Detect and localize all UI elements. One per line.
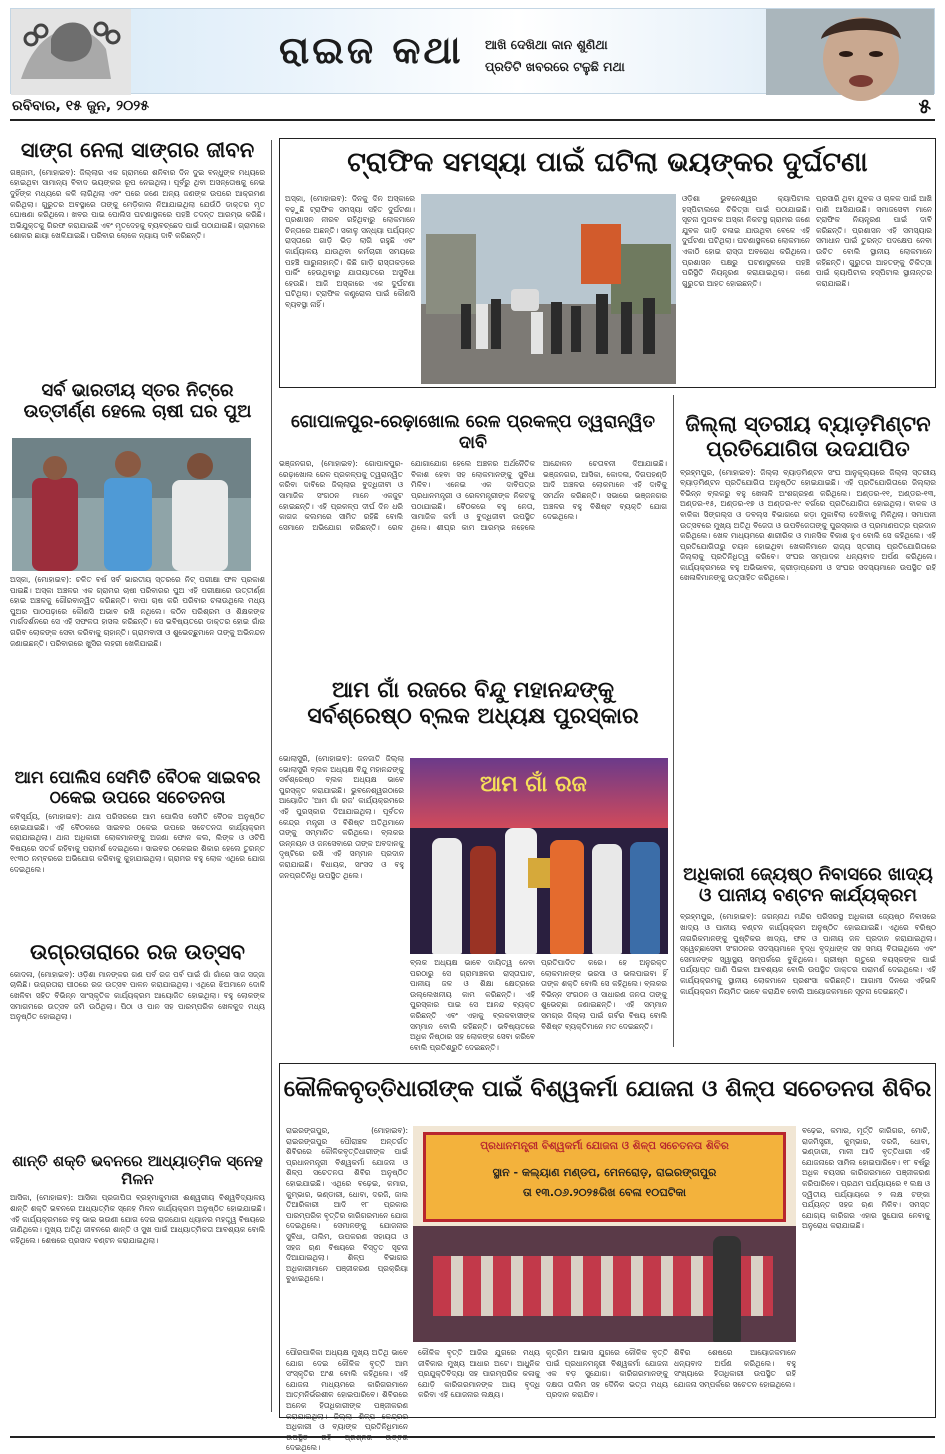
- awareness-camp-photo: [413, 1126, 796, 1342]
- article-body-col3: ପ୍ରସାରି ଥିବା ଯୁବକ ଓ ଚାଳକ ପାଇଁ ଆଖି ପାଣି ଆସିଯାଉଛି। ସମାଜସେବୀ ମାନେ ଟ୍ରାଫିକ ନିୟନ୍ତ୍ରଣ ପାଇଁ ଦାବି କରିଛନ୍ତି। ପ୍ରଶାସନ ଏହି ସମସ୍ୟାର ସମାଧାନ ପାଇଁ ତୁରନ୍ତ ପଦକ୍ଷେପ ନେବା ଉଚିତ ବୋଲି ସ୍ଥାନୀୟ ଲୋକମାନେ କହିଛନ୍ତି। ଗୁରୁତର ଆହତଙ୍କୁ ଚିକିତ୍ସା ପାଇଁ କ୍ୟାପିଟାଲ ହସ୍ପିଟାଲ ସ୍ଥାନାନ୍ତର କରାଯାଇଛି।: [816, 194, 932, 288]
- header-rule: [10, 119, 935, 121]
- article-rail: [279, 412, 667, 667]
- person-figure: [470, 846, 496, 954]
- headline-line2: ସର୍ବଶ୍ରେଷ୍ଠ ବ୍ଲକ ଅଧ୍ୟକ୍ଷ ପୁରସ୍କାର: [307, 702, 639, 729]
- article-traffic: [279, 138, 936, 388]
- article-body: ଭଞ୍ଜନଗର, (ମୋହାଇବ): ଗୋପାଳପୁର-ରେଢ଼ାଖୋଲ ରେଳ ପ୍ରକଳ୍ପକୁ ତ୍ୱରାନ୍ୱିତ କରିବା ଦାବିରେ ଜିଲ୍ଲାର ବୁଦ୍ଧିଜୀବୀ ଓ ସାମାଜିକ ସଂଗଠନ ମାନେ ଏକଜୁଟ ହୋଇଛନ୍ତି। ଏହି ପ୍ରକଳ୍ପ ଦୀର୍ଘ ଦିନ ଧରି କାଗଜ କଲମରେ ସୀମିତ ରହିଛି ବୋଲି ସେମାନେ ଅଭିଯୋଗ କରିଛନ୍ତି। ରେଳ ଯୋଗାଯୋଗ ହେଲେ ଅଞ୍ଚଳର ଅର୍ଥନୈତିକ ବିକାଶ ହେବା ସହ ଲୋକମାନଙ୍କୁ ସୁବିଧା ମିଳିବ। ଏନେଇ ଏକ ଦାବିପତ୍ର ପ୍ରଧାନମନ୍ତ୍ରୀ ଓ ରେଳମନ୍ତ୍ରୀଙ୍କ ନିକଟକୁ ପଠାଯାଇଛି। ବୈଠକରେ ବହୁ ନେତା, ସାମାଜିକ କର୍ମୀ ଓ ବୁଦ୍ଧିଜୀବୀ ଉପସ୍ଥିତ ଥିଲେ। ଶୀଘ୍ର କାମ ଆରମ୍ଭ ନହେଲେ ଆନ୍ଦୋଳନ ଚେତାବନୀ ଦିଆଯାଇଛି। ଭଞ୍ଜନଗର, ଆସିକା, କୋଦଳା, ଦିଗପହଣ୍ଡି ଆଦି ଅଞ୍ଚଳର ଲୋକମାନେ ଏହି ଦାବିକୁ ସମର୍ଥନ କରିଛନ୍ତି। ସଭାରେ ଭଞ୍ଜନଗର ଅଞ୍ଚଳର ବହୁ ବିଶିଷ୍ଟ ବ୍ୟକ୍ତି ଯୋଗ ଦେଇଥିଲେ।: [279, 459, 667, 532]
- headline: ଅଧିକାରୀ ଜ୍ୟେଷ୍ଠ ନିବାସରେ ଖାଦ୍ୟ ଓ ପାନୀୟ ବଣ୍ଟନ କାର୍ଯ୍ୟକ୍ରମ: [683, 864, 933, 907]
- tagline-1: ଆଖି ଦେଖିଥା କାନ ଶୁଣିଥା: [485, 37, 608, 52]
- headline: ଗୋପାଳପୁର-ରେଢ଼ାଖୋଲ ରେଳ ପ୍ରକଳ୍ପ ତ୍ୱରାନ୍ୱିତ ଦାବି: [290, 412, 656, 453]
- headline: ଉଗ୍ରତାରାରେ ରଜ ଉତ୍ସବ: [30, 939, 245, 964]
- article-body-col1: ରାଇରଙ୍ଗପୁର, (ମୋହାଇବ): ରାଇରଙ୍ଗପୁର ପୌରାଞ୍ଚଳ ଅନ୍ତର୍ଗତ ଶିବିରରେ କୌଳିକବୃତ୍ତିଧାରୀଙ୍କ ପାଇଁ ପ୍ରଧାନମନ୍ତ୍ରୀ ବିଶ୍ୱକର୍ମା ଯୋଜନା ଓ ଶିଳ୍ପ ସଚେତନତା ଶିବିର ଅନୁଷ୍ଠିତ ହୋଇଯାଇଛି। ଏଥିରେ ବଢ଼େଇ, କମାର, କୁମ୍ଭାର, ଭଣ୍ଡାରୀ, ଧୋବା, ଦରଜି, ଜାଲ ତିଆରିକାରୀ ଆଦି ୧୮ ପ୍ରକାର ପାରମ୍ପରିକ ବୃତ୍ତିର କାରିଗରମାନେ ଯୋଗ ଦେଇଥିଲେ। ସେମାନଙ୍କୁ ଯୋଜନାର ସୁବିଧା, ତାଲିମ, ଉପକରଣ ସହାୟତା ଓ ସହଜ ଋଣ ବିଷୟରେ ବିସ୍ତୃତ ସୂଚନା ଦିଆଯାଇଥିଲା। ଶିଳ୍ପ ବିଭାଗର ଅଧିକାରୀମାନେ ପଞ୍ଜୀକରଣ ପ୍ରକ୍ରିୟା ବୁଝାଇଥିଲେ।: [286, 1126, 409, 1284]
- masthead: [10, 8, 935, 94]
- person-figure: [630, 842, 660, 954]
- article-vishwakarma: [279, 1063, 936, 1453]
- page-number: ୫: [918, 94, 931, 118]
- article-body: କୋଦଳା, (ମୋହାଇବ): ଓଡ଼ିଶା ମାନଙ୍କର ଗଣ ପର୍ବ ରଜ ପର୍ବ ପାଇଁ ଗାଁ ଗାଁରେ ସାଜ ସଜ୍ଜା ଚାଲିଛି। ଉଗ୍ରତାରା ପୀଠରେ ରଜ ଉତ୍ସବ ପାଳନ କରାଯାଇଥିଲା। ଏଥିରେ ଝିଅମାନେ ଦୋଳି ଖେଳିବା ସହିତ ବିଭିନ୍ନ ସାଂସ୍କୃତିକ କାର୍ଯ୍ୟକ୍ରମ ଆୟୋଜିତ ହୋଇଥିଲା। ବହୁ ଲୋକଙ୍କ ସମାଗମରେ ଉତ୍ସବ ଜମି ଉଠିଥିଲା। ପିଠା ଓ ପାନ ସହ ପାରମ୍ପରିକ ଖେଳକୁଦ ମଧ୍ୟ ଅନୁଷ୍ଠିତ ହୋଇଥିଲା।: [10, 969, 265, 1022]
- person-figure: [592, 844, 622, 954]
- headline: ସାଙ୍ଗ ନେଲା ସାଙ୍ଗର ଜୀବନ: [20, 137, 255, 162]
- tagline-2: ପ୍ରତିଟି ଖବରରେ ଟଳୁଛି ମଥା: [485, 59, 625, 74]
- article-body: ବ୍ରହ୍ମପୁର, (ମୋହାଇବ): ଜଗନ୍ନାଥ ମନ୍ଦିର ପରିସରସ୍ଥ ଅଧିକାରୀ ଜ୍ୟେଷ୍ଠ ନିବାସରେ ଖାଦ୍ୟ ଓ ପାନୀୟ ବଣ୍ଟନ କାର୍ଯ୍ୟକ୍ରମ ଅନୁଷ୍ଠିତ ହୋଇଯାଇଛି। ଏଥିରେ ବରିଷ୍ଠ ନାଗରିକମାନଙ୍କୁ ପୁଷ୍ଟିକର ଖାଦ୍ୟ, ଫଳ ଓ ପାନୀୟ ଜଳ ପ୍ରଦାନ କରାଯାଇଥିଲା। ସ୍ୱେଚ୍ଛାସେବୀ ସଂଗଠନର ସଦସ୍ୟମାନେ ବୃଦ୍ଧ ବୃଦ୍ଧାଙ୍କ ସହ ସମୟ ବିତାଇଥିଲେ ଏବଂ ସେମାନଙ୍କ ସ୍ୱାସ୍ଥ୍ୟ ସମ୍ପର୍କରେ ବୁଝିଥିଲେ। ଗ୍ରୀଷ୍ମ ଋତୁରେ ବୟସ୍କଙ୍କ ପାଇଁ ପର୍ଯ୍ୟାପ୍ତ ପାଣି ପିଇବା ଆବଶ୍ୟକ ବୋଲି ଉପସ୍ଥିତ ଡାକ୍ତର ପରାମର୍ଶ ଦେଇଥିଲେ। ଏହି କାର୍ଯ୍ୟକ୍ରମକୁ ସ୍ଥାନୀୟ ଲୋକମାନେ ପ୍ରଶଂସା କରିଛନ୍ତି। ଆଗାମୀ ଦିନରେ ଏହିଭଳି କାର୍ଯ୍ୟକ୍ରମ ନିୟମିତ ଭାବେ କରାଯିବ ବୋଲି ଆୟୋଜକମାନେ ସୂଚନା ଦେଇଛନ୍ତି।: [680, 912, 936, 996]
- article-body-col1: ଭୋଲାସୁରି, (ମୋହାଇବ): ଜନଜାତି ଜିଲ୍ଲା ଭୋଲାସୁରି ବ୍ଲକ ଅଧ୍ୟକ୍ଷ ବିନ୍ଦୁ ମହାନନ୍ଦଙ୍କୁ ସର୍ବଶ୍ରେଷ୍ଠ ବ୍ଲକ ଅଧ୍ୟକ୍ଷ ଭାବେ ପୁରସ୍କୃତ କରାଯାଇଛି। ଭୁବନେଶ୍ୱରଠାରେ ଆୟୋଜିତ 'ଆମ ଗାଁ ରଜ' କାର୍ଯ୍ୟକ୍ରମରେ ଏହି ପୁରସ୍କାର ଦିଆଯାଇଥିଲା। ପୂର୍ବତନ କେନ୍ଦ୍ର ମନ୍ତ୍ରୀ ଓ ବିଶିଷ୍ଟ ଅତିଥିମାନେ ତାଙ୍କୁ ସମ୍ମାନିତ କରିଥିଲେ। ବ୍ଲକର ଉନ୍ନୟନ ଓ ଜନସେବାରେ ତାଙ୍କ ଅବଦାନକୁ ଦୃଷ୍ଟିରେ ରଖି ଏହି ସମ୍ମାନ ପ୍ରଦାନ କରାଯାଇଛି। ବିଧାୟକ, ସାଂସଦ ଓ ବହୁ ଜନପ୍ରତିନିଧି ଉପସ୍ଥିତ ଥିଲେ।: [279, 754, 404, 880]
- camp-banner-line1: ପ୍ରଧାନମନ୍ତ୍ରୀ ବିଶ୍ୱକର୍ମା ଯୋଜନା ଓ ଶିଳ୍ପ ସଚେତନତା ଶିବିର: [480, 1140, 729, 1152]
- article-body: ଆସିକା, (ମୋହାଇବ): ଆସିକା ପ୍ରଜାପିତା ବ୍ରହ୍ମାକୁମାରୀ ଈଶ୍ୱରୀୟ ବିଶ୍ୱବିଦ୍ୟାଳୟ ଶାନ୍ତି ଶକ୍ତି ଭବନରେ ଆଧ୍ୟାତ୍ମିକ ସ୍ନେହ ମିଳନ କାର୍ଯ୍ୟକ୍ରମ ଅନୁଷ୍ଠିତ ହୋଇଯାଇଛି। ଏହି କାର୍ଯ୍ୟକ୍ରମରେ ବହୁ ଭାଇ ଭଉଣୀ ଯୋଗ ଦେଇ ରାଜଯୋଗ ଧ୍ୟାନର ମହତ୍ତ୍ୱ ବିଷୟରେ ଜାଣିଥିଲେ। ମୁଖ୍ୟ ଅତିଥି ଜୀବନରେ ଶାନ୍ତି ଓ ସୁଖ ପାଇଁ ଆଧ୍ୟାତ୍ମିକତା ଆବଶ୍ୟକ ବୋଲି କହିଥିଲେ। ଶେଷରେ ପ୍ରସାଦ ବଣ୍ଟନ କରାଯାଇଥିଲା।: [10, 1193, 265, 1245]
- headline-line1: ଆମ ଗାଁ ରଜରେ ବିନ୍ଦୁ ମହାନନ୍ଦଙ୍କୁ: [332, 677, 614, 703]
- column-divider: [271, 140, 272, 1412]
- article-body-col3: ପ୍ରତିପାଦିତ କରେ। ହେ ଅନୁରକ୍ତ ଲୋକମାନଙ୍କ ଭରସା ଓ ଭଲପାଇବା ହିଁ ତାଙ୍କ ଶକ୍ତି ବୋଲି ସେ କହିଥିଲେ। ବ୍ଲକର ବିଭିନ୍ନ ସଂଗଠନ ଓ ସାଧାରଣ ଜନତା ତାଙ୍କୁ ଶୁଭେଚ୍ଛା ଜଣାଇଛନ୍ତି। ଏହି ସମ୍ମାନ ସମଗ୍ର ଜିଲ୍ଲା ପାଇଁ ଗର୍ବର ବିଷୟ ବୋଲି ବିଶିଷ୍ଟ ବ୍ୟକ୍ତିମାନେ ମତ ଦେଇଛନ୍ତି।: [541, 958, 667, 1031]
- article-body-bottom3: ଶିବିର ଶେଷରେ ଆୟୋଜକମାନେ ଧନ୍ୟବାଦ ଅର୍ପଣ କରିଥିଲେ। ବହୁ ସଂଖ୍ୟାରେ ହିତାଧିକାରୀ ଉପସ୍ଥିତ ରହି ଯୋଜନା ସମ୍ପର୍କରେ ସଚେତନ ହୋଇଥିଲେ।: [674, 1348, 796, 1389]
- headline: ଜିଲ୍ଲା ସ୍ତରୀୟ ବ୍ୟାଡ଼ମିଣ୍ଟନ ପ୍ରତିଯୋଗିତା ଉଦଯାପିତ: [685, 411, 931, 461]
- camp-banner-line2: ସ୍ଥାନ - କଲ୍ୟାଣ ମଣ୍ଡପ, ମେନରୋଡ଼, ରାଇରଙ୍ଗପୁର: [492, 1166, 717, 1179]
- article-adhikari: [680, 864, 936, 1049]
- article-police: [10, 768, 265, 938]
- article-badminton: [680, 412, 936, 857]
- headline: କୌଳିକବୃତ୍ତିଧାରୀଙ୍କ ପାଇଁ ବିଶ୍ୱକର୍ମା ଯୋଜନା ଓ ଶିଳ୍ପ ସଚେତନତା ଶିବିର: [283, 1076, 932, 1102]
- date-line: ରବିବାର, ୧୫ ଜୁନ, ୨୦୨୫: [12, 98, 149, 114]
- trophy-icon: [528, 858, 552, 888]
- article-body: ଅସ୍କା, (ମୋହାଇବ): ଚଳିତ ବର୍ଷ ସର୍ବ ଭାରତୀୟ ସ୍ତରରେ ନିଟ୍ ପରୀକ୍ଷା ଫଳ ପ୍ରକାଶ ପାଇଛି। ଅସ୍କା ଅଞ୍ଚଳର ଏକ ଗ୍ରାମର ଚାଷୀ ପରିବାରର ପୁଅ ଏହି ପରୀକ୍ଷାରେ ଉତ୍ତୀର୍ଣ୍ଣ ହୋଇ ଅଞ୍ଚଳକୁ ଗୌରବାନ୍ୱିତ କରିଛନ୍ତି। ବାପା ଚାଷ କରି ପରିବାର ଚଳାଉଥିଲେ ମଧ୍ୟ ପୁଅର ପାଠପଢ଼ାରେ କୌଣସି ଅଭାବ ରଖି ନଥିଲେ। କଠିନ ପରିଶ୍ରମ ଓ ଶିକ୍ଷକଙ୍କ ମାର୍ଗଦର୍ଶନରେ ସେ ଏହି ସଫଳତା ହାସଲ କରିଛନ୍ତି। ସେ ଭବିଷ୍ୟତରେ ଡାକ୍ତର ହୋଇ ଗାଁର ଗରିବ ଲୋକଙ୍କ ସେବା କରିବାକୁ ଚାହାନ୍ତି। ଗ୍ରାମବାସୀ ଓ ଶୁଭେଚ୍ଛୁମାନେ ତାଙ୍କୁ ଅଭିନନ୍ଦନ ଜଣାଇଛନ୍ତି। ପରିବାରରେ ଖୁସିର ଲହରୀ ଖେଳିଯାଇଛି।: [10, 575, 265, 648]
- article-body-bottom2: କୃତ୍ରିମ ଆଭାସ ଯୁଗରେ କୌଳିକ ବୃତ୍ତି ପାଇଁ ପ୍ରଧାନମନ୍ତ୍ରୀ ବିଶ୍ୱକର୍ମା ଯୋଜନା ଏକ ବଡ଼ ସୁଯୋଗ। କାରିଗରମାନଙ୍କୁ ଦକ୍ଷତା ତାଲିମ ସହ ଦୈନିକ ଭତ୍ତା ମଧ୍ୟ ପ୍ରଦାନ କରାଯିବ।: [546, 1348, 668, 1400]
- article-shanti: [10, 1153, 265, 1415]
- headline: ସର୍ବ ଭାରତୀୟ ସ୍ତର ନିଟ୍‌ରେ ଉତ୍ତୀର୍ଣ୍ଣ ହେଲେ ଚାଷୀ ଘର ପୁଅ: [23, 380, 252, 423]
- traffic-accident-photo: [421, 194, 676, 384]
- speaker-figure: [713, 1236, 741, 1342]
- person-figure: [505, 828, 537, 954]
- article-body-col2: ଓଡ଼ିଶା ଭୁବନେଶ୍ୱର କ୍ୟାପିଟାଲ ହସ୍ପିଟାଲରେ ଚିକିତ୍ସା ପାଇଁ ପଠାଯାଇଛି। ସୂଚନା ମୁତାବକ ଅସ୍କା ନିକଟସ୍ଥ ଗ୍ରାମର ଜଣେ ଯୁବକ ଗାଡ଼ି ଚଳାଇ ଯାଉଥିବା ବେଳେ ଏହି ଦୁର୍ଘଟଣା ଘଟିଥିଲା। ଘଟଣାସ୍ଥଳରେ ଲୋକମାନେ ଏକାଠି ହୋଇ ରାସ୍ତା ଅବରୋଧ କରିଥିଲେ। ପ୍ରଶାସନ ପକ୍ଷରୁ ଘଟଣାସ୍ଥଳରେ ପହଞ୍ଚି ପରିସ୍ଥିତି ନିୟନ୍ତ୍ରଣ କରାଯାଇଥିଲା। ଜଣେ ଗୁରୁତର ଆହତ ହୋଇଛନ୍ତି।: [682, 194, 810, 288]
- article-saanga: [10, 138, 265, 374]
- footer-rule: [10, 1436, 935, 1438]
- article-body-col2: ବ୍ଲକ ଅଧ୍ୟକ୍ଷ ଭାବେ ଦାୟିତ୍ୱ ନେବା ପରଠାରୁ ସେ ଗ୍ରାମାଞ୍ଚଳର ରାସ୍ତାଘାଟ, ପାନୀୟ ଜଳ ଓ ଶିକ୍ଷା କ୍ଷେତ୍ରରେ ଉଲ୍ଲେଖନୀୟ କାମ କରିଛନ୍ତି। ଏହି ପୁରସ୍କାର ପାଇ ସେ ଆନନ୍ଦ ବ୍ୟକ୍ତ କରିଛନ୍ତି ଏବଂ ଏହାକୁ ବ୍ଲକବାସୀଙ୍କ ସମ୍ମାନ ବୋଲି କହିଛନ୍ତି। ଭବିଷ୍ୟତରେ ଅଧିକ ନିଷ୍ଠାର ସହ ଲୋକଙ୍କ ସେବା କରିବେ ବୋଲି ପ୍ରତିଶ୍ରୁତି ଦେଇଛନ୍ତି।: [410, 958, 535, 1052]
- article-body-col3: ବଢ଼େଇ, କମାର, ମୂର୍ତ୍ତି କାରିଗର, ମୋଚି, ରାଜମିସ୍ତ୍ରୀ, କୁମ୍ଭାର, ଦରଜି, ଧୋବା, ଭଣ୍ଡାରୀ, ମାଳୀ ଆଦି ବୃତ୍ତିଧାରୀ ଏହି ଯୋଜନାରେ ସାମିଲ ହୋଇପାରିବେ। ୧୮ ବର୍ଷରୁ ଅଧିକ ବୟସର କାରିଗରମାନେ ପଞ୍ଜୀକରଣ କରିପାରିବେ। ପ୍ରଥମ ପର୍ଯ୍ୟାୟରେ ୧ ଲକ୍ଷ ଓ ଦ୍ୱିତୀୟ ପର୍ଯ୍ୟାୟରେ ୨ ଲକ୍ଷ ଟଙ୍କା ପର୍ଯ୍ୟନ୍ତ ସହଜ ଋଣ ମିଳିବ। ସମସ୍ତ ଯୋଗ୍ୟ କାରିଗର ଏହାର ସୁଯୋଗ ନେବାକୁ ଅନୁରୋଧ କରାଯାଇଛି।: [802, 1126, 930, 1231]
- article-body: ବ୍ରହ୍ମପୁର, (ମୋହାଇବ): ଜିଲ୍ଲା ବ୍ୟାଡ଼ମିଣ୍ଟନ ସଂଘ ଆନୁକୂଲ୍ୟରେ ଜିଲ୍ଲା ସ୍ତରୀୟ ବ୍ୟାଡ଼ମିଣ୍ଟନ ପ୍ରତିଯୋଗିତା ଅନୁଷ୍ଠିତ ହୋଇଯାଇଛି। ଏହି ପ୍ରତିଯୋଗିତାରେ ଜିଲ୍ଲାର ବିଭିନ୍ନ ବ୍ଲକରୁ ବହୁ ଖେଳାଳି ଅଂଶଗ୍ରହଣ କରିଥିଲେ। ଅଣ୍ଡର-୧୧, ଅଣ୍ଡର-୧୩, ଅଣ୍ଡର-୧୫, ଅଣ୍ଡର-୧୭ ଓ ଅଣ୍ଡର-୧୯ ବର୍ଗରେ ପ୍ରତିଯୋଗିତା ହୋଇଥିଲା। ବାଳକ ଓ ବାଳିକା ସିଙ୍ଗଲ୍ସ ଓ ଡବଲ୍ସ ବିଭାଗରେ କଡ଼ା ମୁକାବିଲା ଦେଖିବାକୁ ମିଳିଥିଲା। ସମାପନୀ ଉତ୍ସବରେ ମୁଖ୍ୟ ଅତିଥି ବିଜେତା ଓ ଉପବିଜେତାଙ୍କୁ ପୁରସ୍କାର ଓ ପ୍ରମାଣପତ୍ର ପ୍ରଦାନ କରିଥିଲେ। ଖେଳ ମାଧ୍ୟମରେ ଶାରୀରିକ ଓ ମାନସିକ ବିକାଶ ହୁଏ ବୋଲି ସେ କହିଥିଲେ। ଏହି ପ୍ରତିଯୋଗିତାରୁ ଚୟନ ହୋଇଥିବା ଖେଳାଳିମାନେ ରାଜ୍ୟ ସ୍ତରୀୟ ପ୍ରତିଯୋଗିତାରେ ଜିଲ୍ଲାକୁ ପ୍ରତିନିଧିତ୍ୱ କରିବେ। ସଂଘର ସମ୍ପାଦକ ଧନ୍ୟବାଦ ଅର୍ପଣ କରିଥିଲେ। କାର୍ଯ୍ୟକ୍ରମରେ ବହୁ ଅଭିଭାବକ, କ୍ରୀଡ଼ାପ୍ରେମୀ ଓ ସଂଘର ସଦସ୍ୟମାନେ ଉପସ୍ଥିତ ରହି ଖେଳାଳିମାନଙ୍କୁ ଉତ୍ସାହିତ କରିଥିଲେ।: [680, 467, 936, 583]
- article-raja: [10, 940, 265, 1130]
- article-body: କବିସୂର୍ଯ୍ୟ, (ମୋହାଇବ): ଥାନା ପରିସରରେ ଆମ ପୋଲିସ ସେମିତି ବୈଠକ ଅନୁଷ୍ଠିତ ହୋଇଯାଇଛି। ଏହି ବୈଠକରେ ସାଇବର ଠକେଇ ଉପରେ ସଚେତନତା କାର୍ଯ୍ୟକ୍ରମ କରାଯାଇଥିଲା। ଥାନା ଅଧିକାରୀ ଲୋକମାନଙ୍କୁ ଅଜଣା ଫୋନ କଲ, ଲିଙ୍କ ଓ ଓଟିପି ବିଷୟରେ ସତର୍କ ରହିବାକୁ ପରାମର୍ଶ ଦେଇଥିଲେ। ସାଇବର ଠକେଇର ଶିକାର ହେଲେ ତୁରନ୍ତ ୧୯୩୦ ନମ୍ବରରେ ଅଭିଯୋଗ କରିବାକୁ କୁହାଯାଇଥିଲା। ଗ୍ରାମର ବହୁ ଲୋକ ଏଥିରେ ଯୋଗ ଦେଇଥିଲେ।: [10, 812, 265, 875]
- article-body-col1: ଅସ୍କା, (ମୋହାଇବ): ଦିନକୁ ଦିନ ଅସ୍କାରେ ବଢ଼ୁଛି ଟ୍ରାଫିକ ସମସ୍ୟା ସହିତ ଦୁର୍ଘଟଣା। ପ୍ରଶାସନ ନୀରବ ରହିଥିବାରୁ ଲୋକମାନେ ଚିନ୍ତାରେ ଅଛନ୍ତି। ସକାଳୁ ସନ୍ଧ୍ୟା ପର୍ଯ୍ୟନ୍ତ ରାସ୍ତାରେ ଗାଡ଼ି ଭିଡ଼ ଲାଗି ରହୁଛି ଏବଂ କାର୍ଯ୍ୟାଳୟ ଯାଉଥିବା କର୍ମଚାରୀ ସମୟରେ ପହଞ୍ଚି ପାରୁନାହାନ୍ତି। କିଛି ଗାଡ଼ି ରାସ୍ତାକଡ଼ରେ ପାର୍କିଂ ହେଉଥିବାରୁ ଯାତାୟାତରେ ଅସୁବିଧା ହେଉଛି। ଆଜି ଅସ୍କାରେ ଏକ ଦୁର୍ଘଟଣା ଘଟିଥିଲା। ଟ୍ରାଫିକ କଣ୍ଟ୍ରୋଲ ପାଇଁ କୌଣସି ବ୍ୟବସ୍ଥା ନାହିଁ।: [285, 194, 415, 309]
- camp-banner-line3: ତା ୧୩.୦୬.୨୦୨୫ରିଖ ବେଳା ୧୦ଘଟିକା: [522, 1186, 687, 1199]
- headline: ଶାନ୍ତି ଶକ୍ତି ଭବନରେ ଆଧ୍ୟାତ୍ମିକ ସ୍ନେହ ମିଳନ: [12, 1152, 263, 1188]
- headline: ଟ୍ରାଫିକ ସମସ୍ୟା ପାଇଁ ଘଟିଲା ଭୟଙ୍କର ଦୁର୍ଘଟଣା: [347, 147, 868, 178]
- award-ceremony-photo: [410, 758, 668, 954]
- article-body: ଗଞ୍ଜାମ, (ମୋହାଇବ): ଜିଲ୍ଲାର ଏକ ଗ୍ରାମରେ ଶନିବାର ଦିନ ଦୁଇ ବନ୍ଧୁଙ୍କ ମଧ୍ୟରେ ହୋଇଥିବା ସାମାନ୍ୟ ବିବାଦ ଭୟଙ୍କର ରୂପ ନେଇଥିଲା। ପୂର୍ବରୁ ଥିବା ଅସନ୍ତୋଷକୁ ନେଇ ଦୁହିଁଙ୍କ ମଧ୍ୟରେ କଳି ଲାଗିଥିଲା ଏବଂ ପରେ ଜଣେ ଅନ୍ୟ ଜଣଙ୍କ ଉପରେ ଆକ୍ରମଣ କରିଥିଲା। ଗୁରୁତର ଅବସ୍ଥାରେ ତାଙ୍କୁ ମେଡ଼ିକାଲ ନିଆଯାଇଥିଲା ଯେଉଁଠି ଡାକ୍ତର ମୃତ ଘୋଷଣା କରିଥିଲେ। ଖବର ପାଇ ପୋଲିସ ଘଟଣାସ୍ଥଳରେ ପହଞ୍ଚି ତଦନ୍ତ ଆରମ୍ଭ କରିଛି। ଅଭିଯୁକ୍ତକୁ ଗିରଫ କରାଯାଇଛି ଏବଂ ମୃତଦେହକୁ ବ୍ୟବଚ୍ଛେଦ ପାଇଁ ପଠାଯାଇଛି। ଗ୍ରାମରେ ଶୋକର ଛାୟା ଖେଳିଯାଇଛି। ପରିବାର ଲୋକେ ନ୍ୟାୟ ଦାବି କରିଛନ୍ତି।: [10, 167, 265, 241]
- article-body-col2: ପୌରପାଳିକା ଅଧ୍ୟକ୍ଷ ମୁଖ୍ୟ ଅତିଥି ଭାବେ ଯୋଗ ଦେଇ କୌଳିକ ବୃତ୍ତି ଆମ ସଂସ୍କୃତିର ଅଂଶ ବୋଲି କହିଥିଲେ। ଏହି ଯୋଜନା ମାଧ୍ୟମରେ କାରିଗରମାନେ ଆତ୍ମନିର୍ଭରଶୀଳ ହୋଇପାରିବେ। ଶିବିରରେ ଅନେକ ହିତାଧିକାରୀଙ୍କ ପଞ୍ଜୀକରଣ କରାଯାଇଥିଲା। ଜିଲ୍ଲା ଶିଳ୍ପ କେନ୍ଦ୍ରର ଅଧିକାରୀ ଓ ବ୍ୟାଙ୍କ ପ୍ରତିନିଧିମାନେ ଉପସ୍ଥିତ ରହି ପ୍ରଶ୍ନର ଉତ୍ତର ଦେଇଥିଲେ।: [286, 1348, 408, 1453]
- neet-family-photo: [12, 438, 251, 571]
- article-neet-text: [10, 575, 265, 761]
- newspaper-title: ରାଇଜ କଥା: [279, 27, 464, 72]
- chained-fist-icon: [11, 9, 131, 95]
- person-figure: [550, 840, 584, 954]
- crying-child-photo: [766, 9, 934, 95]
- column-divider: [673, 395, 674, 1047]
- award-banner-text: ଆମ ଗାଁ ରଜ: [480, 772, 587, 797]
- article-body-bottom1: କୌଳିକ ବୃତ୍ତି ଆଜିର ଯୁଗରେ ମଧ୍ୟ ଜୀବିକାର ମୁଖ୍ୟ ଆଧାର ଅଟେ। ଆଧୁନିକ ପ୍ରଯୁକ୍ତିବିଦ୍ୟା ସହ ପାରମ୍ପରିକ କଳାକୁ ଯୋଡ଼ି କାରିଗରମାନଙ୍କ ଆୟ ବୃଦ୍ଧି କରିବା ଏହି ଯୋଜନାର ଲକ୍ଷ୍ୟ।: [418, 1348, 540, 1400]
- headline: ଆମ ପୋଲିସ ସେମିତି ବୈଠକ ସାଇବର ଠକେଇ ଉପରେ ସଚେତନତା: [14, 768, 261, 809]
- person-figure: [432, 838, 462, 954]
